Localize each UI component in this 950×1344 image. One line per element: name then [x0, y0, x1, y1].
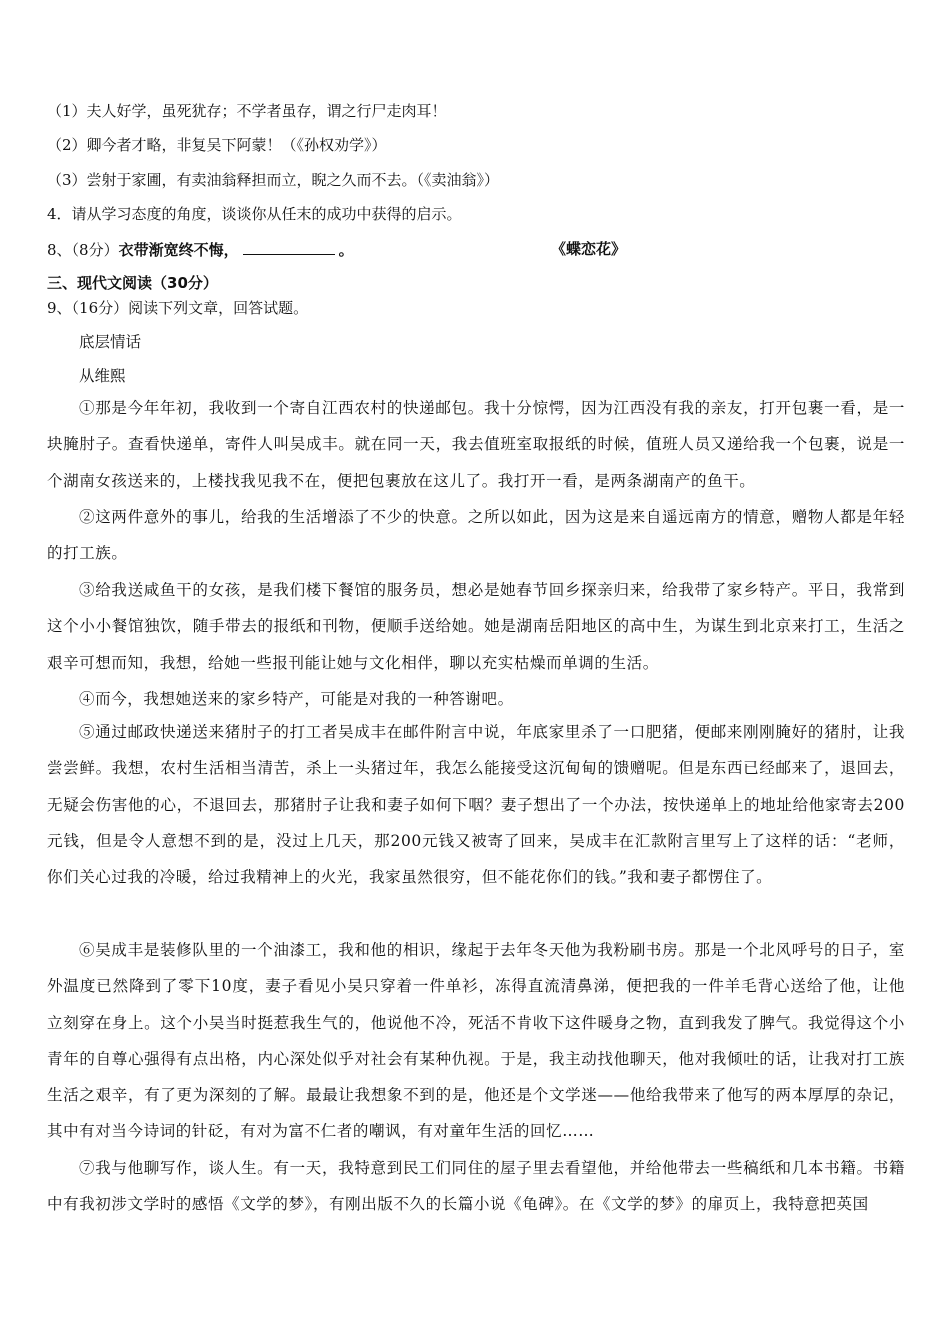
question-8-source: 《蝶恋花》 [551, 240, 627, 258]
paragraph-7: ⑦我与他聊写作，谈人生。有一天，我特意到民工们同住的屋子里去看望他，并给他带去一些稿纸和几本书籍。书籍中有我初涉文学时的感悟《文学的梦》，有刚出版不久的长篇小说《龟碑》。在《文学的梦》的扉页上，我特意把英国 [47, 1159, 905, 1214]
answer-blank[interactable] [243, 239, 335, 255]
paragraph-4: ④而今，我想她送来的家乡特产，可能是对我的一种答谢吧。 [79, 690, 514, 708]
item-3: （3）尝射于家圃，有卖油翁释担而立，睨之久而不去。（《卖油翁》） [47, 171, 500, 189]
question-8 [47, 239, 354, 260]
article-title: 底层情话 [79, 333, 142, 351]
paragraph-1: ①那是今年年初，我收到一个寄自江西农村的快递邮包。我十分惊愕，因为江西没有我的亲友，打开包裹一看，是一块腌肘子。查看快递单，寄件人叫吴成丰。就在同一天，我去值班室取报纸的时候，值班人员又递给我一个包裹，说是一个湖南女孩送来的，上楼找我见我不在，便把包裹放在这儿了。我打开一看，是两条湖南产的鱼干。 [47, 399, 905, 490]
paragraph-3: ③给我送咸鱼干的女孩，是我们楼下餐馆的服务员，想必是她春节回乡探亲归来，给我带了家乡特产。平日，我常到这个小小餐馆独饮，随手带去的报纸和刊物，便顺手送给她。她是湖南岳阳地区的高中生，为谋生到北京来打工，生活之艰辛可想而知，我想，给她一些报刊能让她与文化相伴，聊以充实枯燥而单调的生活。 [47, 581, 905, 672]
item-2: （2）卿今者才略，非复吴下阿蒙！（《孙权劝学》） [47, 136, 387, 154]
question-9: 9、（16分）阅读下列文章，回答试题。 [47, 299, 309, 317]
paragraph-5: ⑤通过邮政快递送来猪肘子的打工者吴成丰在邮件附言中说，年底家里杀了一口肥猪，便邮来刚刚腌好的猪肘，让我尝尝鲜。我想，农村生活相当清苦，杀上一头猪过年，我怎么能接受这沉甸甸的馈赠呢。但是东西已经邮来了，退回去，无疑会伤害他的心，不退回去，那猪肘子让我和妻子如何下咽？妻子想出了一个办法，按快递单上的地址给他家寄去200元钱，但是令人意想不到的是，没过上几天，那200元钱又被寄了回来，吴成丰在汇款附言里写上了这样的话：“老师，你们关心过我的冷暖，给过我精神上的火光，我家虽然很穷，但不能花你们的钱。”我和妻子都愣住了。 [47, 723, 905, 887]
question-8-prefix: 8、（8分） [47, 241, 119, 259]
question-4: 4．请从学习态度的角度，谈谈你从任末的成功中获得的启示。 [47, 205, 462, 223]
article-author: 从维熙 [79, 367, 126, 385]
paragraph-6: ⑥吴成丰是装修队里的一个油漆工，我和他的相识，缘起于去年冬天他为我粉刷书房。那是一个北风呼号的日子，室外温度已然降到了零下10度，妻子看见小吴只穿着一件单衫，冻得直流清鼻涕，便把我的一件羊毛背心送给了他，让他立刻穿在身上。这个小吴当时挺惹我生气的，他说他不冷，死活不肯收下这件暖身之物，直到我发了脾气。我觉得这个小青年的自尊心强得有点出格，内心深处似乎对社会有某种仇视。于是，我主动找他聊天，他对我倾吐的话，让我对打工族生活之艰辛，有了更为深刻的了解。最最让我想象不到的是，他还是个文学迷——他给我带来了他写的两本厚厚的杂记，其中有对当今诗词的针砭，有对为富不仁者的嘲讽，有对童年生活的回忆…… [47, 941, 905, 1141]
question-8-suffix: 。 [338, 241, 354, 259]
paragraph-2: ②这两件意外的事儿，给我的生活增添了不少的快意。之所以如此，因为这是来自遥远南方的情意，赠物人都是年轻的打工族。 [47, 508, 905, 563]
section-heading: 三、现代文阅读（30分） [47, 274, 218, 292]
item-1: （1）夫人好学，虽死犹存；不学者虽存，谓之行尸走肉耳！ [47, 102, 447, 120]
question-8-text: 衣带渐宽终不悔， [118, 241, 239, 259]
